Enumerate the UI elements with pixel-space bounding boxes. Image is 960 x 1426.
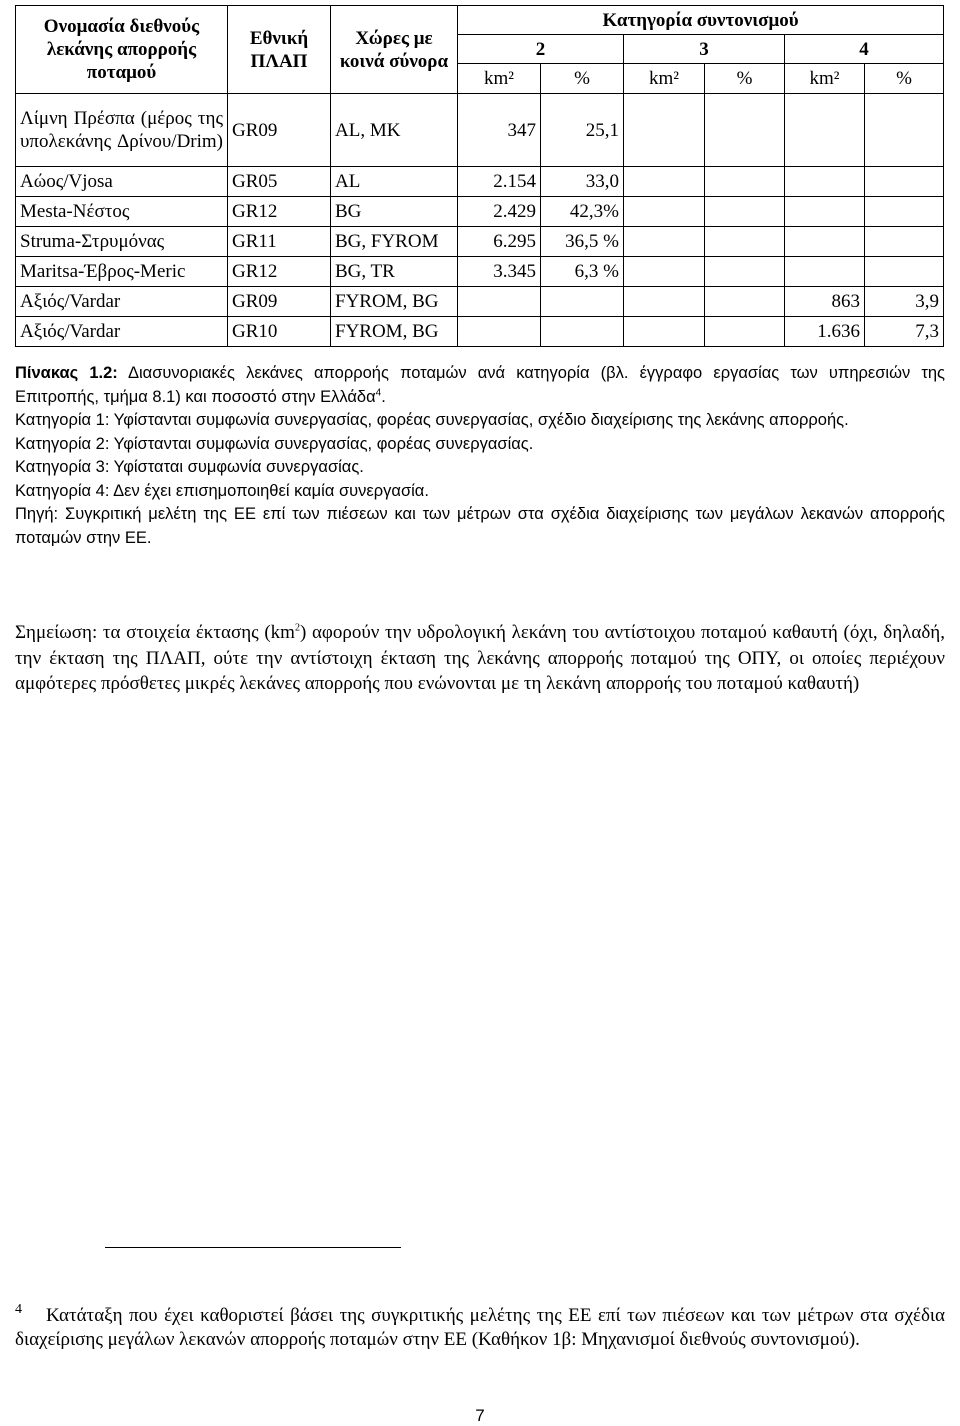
table-row — [16, 317, 944, 347]
cell-plap: GR09 — [228, 94, 331, 167]
cell-km2-cat2: 2.429 — [458, 197, 541, 227]
caption-text-end: . — [381, 387, 386, 406]
category-1-note: Κατηγορία 1: Υφίστανται συμφωνία συνεργασίας, φορέας συνεργασίας, σχέδιο διαχείρισης της λεκάνης απορροής. — [15, 411, 849, 429]
cell-basin: Λίμνη Πρέσπα (μέρος της υπολεκάνης Δρίνου/Drim) — [16, 94, 228, 167]
note-superscript: 2 — [294, 622, 300, 634]
cell-basin: Mesta-Νέστος — [16, 197, 228, 227]
header-basin: Ονομασία διεθνούς λεκάνης απορροής ποταμού — [16, 6, 228, 94]
cell-pct-cat3 — [705, 197, 785, 227]
cell-pct-cat4 — [865, 197, 944, 227]
cell-km2-cat2: 2.154 — [458, 167, 541, 197]
category-3-note: Κατηγορία 3: Υφίσταται συμφωνία συνεργασίας. — [15, 458, 364, 476]
category-2-note: Κατηγορία 2: Υφίστανται συμφωνία συνεργασίας, φορέας συνεργασίας. — [15, 434, 534, 453]
page-number: 7 — [475, 1406, 485, 1425]
cell-pct-cat2: 33,0 — [541, 167, 624, 197]
cell-km2-cat4 — [785, 94, 865, 167]
footnote-text: Κατάταξη που έχει καθοριστεί βάσει της συγκριτικής μελέτης της ΕΕ επί των πιέσεων και των μέτρων στα σχέδια διαχείρισης μεγάλων λεκανών απορροής ποταμών στην ΕΕ (Καθήκον 1β: Μηχανισμοί διεθνούς συντονισμού). — [15, 1305, 945, 1350]
caption-text: Διασυνοριακές λεκάνες απορροής ποταμών ανά κατηγορία (βλ. έγγραφο εργασίας των υπηρεσιών της Επιτροπής, τμήμα 8.1) και ποσοστό στην Ελλάδα — [15, 364, 945, 406]
header-km2: km² — [624, 64, 705, 94]
cell-km2-cat4: 1.636 — [785, 317, 865, 347]
cell-countries: BG, FYROM — [331, 227, 458, 257]
note-after: ) αφορούν την υδρολογική λεκάνη του αντίστοιχου ποταμού καθαυτή (όχι, δηλαδή, την έκταση της ΠΛΑΠ, ούτε την αντίστοιχη έκταση της λεκάνης απορροής ποταμού της ΟΠΥ, οι οποίες περιέχουν αμφότερες πρόσθετες μικρές λεκάνες απορροής που ενώνονται με τη λεκάνη απορροής του ποταμού καθαυτή) — [15, 622, 945, 694]
cell-pct-cat2: 36,5 % — [541, 227, 624, 257]
cell-countries: FYROM, BG — [331, 317, 458, 347]
cell-pct-cat2: 6,3 % — [541, 257, 624, 287]
cell-km2-cat4 — [785, 197, 865, 227]
cell-pct-cat4 — [865, 227, 944, 257]
note-before: Σημείωση: τα στοιχεία έκτασης (km — [15, 622, 295, 643]
cell-basin: Maritsa-Έβρος-Meric — [16, 257, 228, 287]
header-category: Κατηγορία συντονισμού — [458, 6, 944, 35]
cell-km2-cat2 — [458, 287, 541, 317]
cell-plap: GR12 — [228, 197, 331, 227]
area-note — [15, 620, 945, 697]
footnote-ref: 4 — [375, 387, 382, 398]
cell-basin: Αξιός/Vardar — [16, 317, 228, 347]
table-row — [16, 257, 944, 287]
table-caption-block — [15, 362, 945, 550]
cell-km2-cat2: 6.295 — [458, 227, 541, 257]
cell-countries: BG, TR — [331, 257, 458, 287]
cell-pct-cat3 — [705, 94, 785, 167]
cell-pct-cat4 — [865, 167, 944, 197]
cell-km2-cat3 — [624, 257, 705, 287]
cell-km2-cat4 — [785, 227, 865, 257]
header-cat-2: 2 — [458, 35, 624, 64]
table-row — [16, 287, 944, 317]
footnote-number: 4 — [15, 1302, 22, 1317]
cell-pct-cat4: 3,9 — [865, 287, 944, 317]
cell-countries: AL — [331, 167, 458, 197]
cell-pct-cat2: 42,3% — [541, 197, 624, 227]
table-row — [16, 197, 944, 227]
cell-km2-cat4 — [785, 257, 865, 287]
cell-km2-cat2: 347 — [458, 94, 541, 167]
cell-plap: GR12 — [228, 257, 331, 287]
table-row — [16, 94, 944, 167]
cell-countries: AL, MK — [331, 94, 458, 167]
header-pct: % — [541, 64, 624, 94]
table-row — [16, 167, 944, 197]
cell-km2-cat3 — [624, 317, 705, 347]
table-caption — [15, 362, 945, 409]
cell-km2-cat3 — [624, 227, 705, 257]
basins-table — [15, 5, 944, 347]
cell-pct-cat2 — [541, 287, 624, 317]
source-note: Πηγή: Συγκριτική μελέτη της ΕΕ επί των πιέσεων και των μέτρων στα σχέδια διαχείρισης των μεγάλων λεκανών απορροής ποταμών στην ΕΕ. — [15, 505, 945, 547]
cell-pct-cat4: 7,3 — [865, 317, 944, 347]
cell-plap: GR11 — [228, 227, 331, 257]
header-cat-4: 4 — [785, 35, 944, 64]
cell-basin: Αώος/Vjosa — [16, 167, 228, 197]
header-km2: km² — [785, 64, 865, 94]
cell-km2-cat4: 863 — [785, 287, 865, 317]
cell-countries: FYROM, BG — [331, 287, 458, 317]
header-km2: km² — [458, 64, 541, 94]
cell-pct-cat2: 25,1 — [541, 94, 624, 167]
cell-countries: BG — [331, 197, 458, 227]
cell-pct-cat3 — [705, 317, 785, 347]
cell-km2-cat3 — [624, 197, 705, 227]
cell-basin: Αξιός/Vardar — [16, 287, 228, 317]
cell-pct-cat3 — [705, 227, 785, 257]
cell-km2-cat3 — [624, 94, 705, 167]
header-cat-3: 3 — [624, 35, 785, 64]
header-pct: % — [865, 64, 944, 94]
category-4-note: Κατηγορία 4: Δεν έχει επισημοποιηθεί καμία συνεργασία. — [15, 481, 429, 500]
cell-pct-cat2 — [541, 317, 624, 347]
cell-plap: GR10 — [228, 317, 331, 347]
cell-km2-cat2 — [458, 317, 541, 347]
cell-pct-cat3 — [705, 167, 785, 197]
header-pct: % — [705, 64, 785, 94]
cell-km2-cat3 — [624, 167, 705, 197]
table-row — [16, 227, 944, 257]
cell-plap: GR05 — [228, 167, 331, 197]
cell-km2-cat4 — [785, 167, 865, 197]
cell-basin: Struma-Στρυμόνας — [16, 227, 228, 257]
cell-pct-cat3 — [705, 287, 785, 317]
header-countries: Χώρες με κοινά σύνορα — [331, 6, 458, 94]
cell-pct-cat3 — [705, 257, 785, 287]
cell-pct-cat4 — [865, 257, 944, 287]
footnote-separator — [105, 1247, 401, 1248]
area-note-text — [15, 620, 945, 697]
caption-label: Πίνακας 1.2: — [15, 364, 118, 382]
cell-plap: GR09 — [228, 287, 331, 317]
cell-km2-cat2: 3.345 — [458, 257, 541, 287]
footnote — [15, 1298, 945, 1352]
cell-km2-cat3 — [624, 287, 705, 317]
cell-pct-cat4 — [865, 94, 944, 167]
header-plap: Εθνική ΠΛΑΠ — [228, 6, 331, 94]
